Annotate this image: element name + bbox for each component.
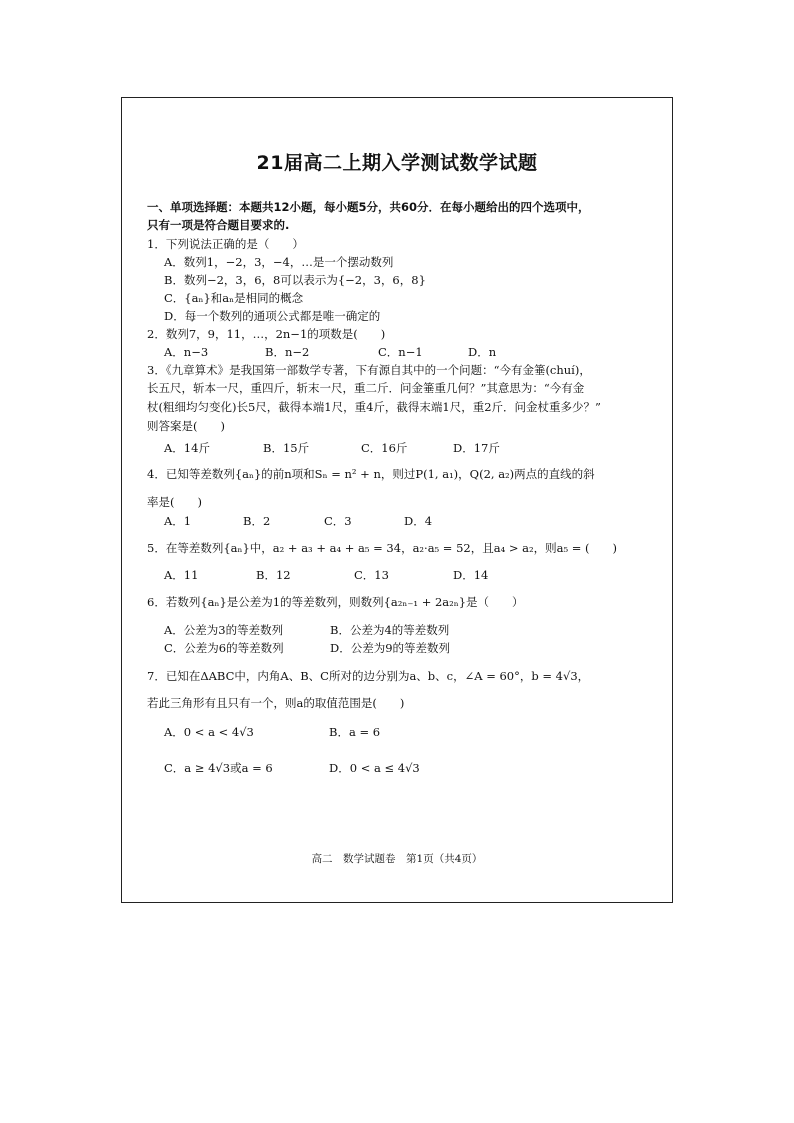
question-4-option-b: B．2 — [243, 514, 271, 528]
question-7-option-c: C．a ≥ 4√3或a = 6 — [164, 761, 273, 775]
question-4-stem-line-2: 率是( ) — [147, 495, 202, 509]
question-3-stem-line-3: 杖(粗细均匀变化)长5尺，截得本端1尺，重4斤，截得末端1尺，重2斤．问金杖重多少？” — [147, 400, 601, 414]
question-7-stem-line-2: 若此三角形有且只有一个，则a的取值范围是( ) — [147, 696, 405, 710]
section-heading-line-2: 只有一项是符合题目要求的. — [147, 218, 290, 232]
section-heading-line-1: 一、单项选择题：本题共12小题，每小题5分，共60分．在每小题给出的四个选项中， — [147, 200, 590, 214]
question-3-stem-line-2: 长五尺，斩本一尺，重四斤，斩末一尺，重二斤．问金箠重几何？”其意思为：“今有金 — [147, 381, 585, 395]
question-6-option-c: C．公差为6的等差数列 — [164, 641, 284, 655]
question-6-option-b: B．公差为4的等差数列 — [330, 623, 450, 637]
question-3-option-a: A．14斤 — [164, 441, 210, 455]
page-footer: 高二 数学试题卷 第1页（共4页） — [311, 853, 483, 865]
question-6-option-a: A．公差为3的等差数列 — [164, 623, 284, 637]
question-3-stem-line-4: 则答案是( ) — [147, 419, 225, 433]
question-4-option-d: D．4 — [404, 514, 433, 528]
question-2-option-c: C．n−1 — [378, 345, 423, 359]
question-5-option-a: A．11 — [164, 568, 199, 582]
question-3-option-d: D．17斤 — [453, 441, 500, 455]
question-2-option-b: B．n−2 — [265, 345, 310, 359]
exam-title: 21届高二上期入学测试数学试题 — [256, 152, 538, 174]
question-4-stem-line-1: 4．已知等差数列{aₙ}的前n项和Sₙ = n² + n，则过P(1, a₁)，Q(2, a₂)两点的直线的斜 — [147, 467, 595, 481]
question-7-option-a: A．0 < a < 4√3 — [164, 725, 254, 739]
question-7-stem-line-1: 7．已知在ΔABC中，内角A、B、C所对的边分别为a、b、c，∠A = 60°，b = 4√3， — [147, 669, 590, 683]
question-1-stem: 1．下列说法正确的是（ ） — [147, 237, 304, 251]
question-2-stem: 2．数列7，9，11，…，2n−1的项数是( ) — [147, 327, 386, 341]
question-4-option-a: A．1 — [164, 514, 192, 528]
question-6-option-d: D．公差为9的等差数列 — [330, 641, 451, 655]
question-3-stem-line-1: 3．《九章算术》是我国第一部数学专著，下有源自其中的一个问题：“今有金箠(chuí)， — [147, 363, 591, 377]
question-2-option-d: D．n — [468, 345, 497, 359]
question-1-option-b: B．数列−2，3，6，8可以表示为{−2，3，6，8} — [164, 273, 426, 287]
question-4-option-c: C．3 — [324, 514, 352, 528]
question-5-option-d: D．14 — [453, 568, 489, 582]
question-3-option-b: B．15斤 — [263, 441, 310, 455]
question-1-option-a: A．数列1，−2，3，−4，…是一个摆动数列 — [164, 255, 394, 269]
question-5-option-b: B．12 — [256, 568, 291, 582]
question-5-stem: 5．在等差数列{aₙ}中，a₂ + a₃ + a₄ + a₅ = 34，a₂·a₅ = 52，且a₄ > a₂，则a₅ = ( ) — [147, 541, 617, 555]
question-2-option-a: A．n−3 — [164, 345, 209, 359]
question-7-option-d: D．0 < a ≤ 4√3 — [329, 761, 420, 775]
question-6-stem: 6．若数列{aₙ}是公差为1的等差数列，则数列{a₂ₙ₋₁ + 2a₂ₙ}是（ ） — [147, 595, 524, 609]
question-1-option-c: C．{aₙ}和aₙ是相同的概念 — [164, 291, 304, 305]
question-5-option-c: C．13 — [354, 568, 389, 582]
question-3-option-c: C．16斤 — [361, 441, 408, 455]
question-1-option-d: D．每一个数列的通项公式都是唯一确定的 — [164, 309, 381, 323]
question-7-option-b: B．a = 6 — [329, 725, 381, 739]
